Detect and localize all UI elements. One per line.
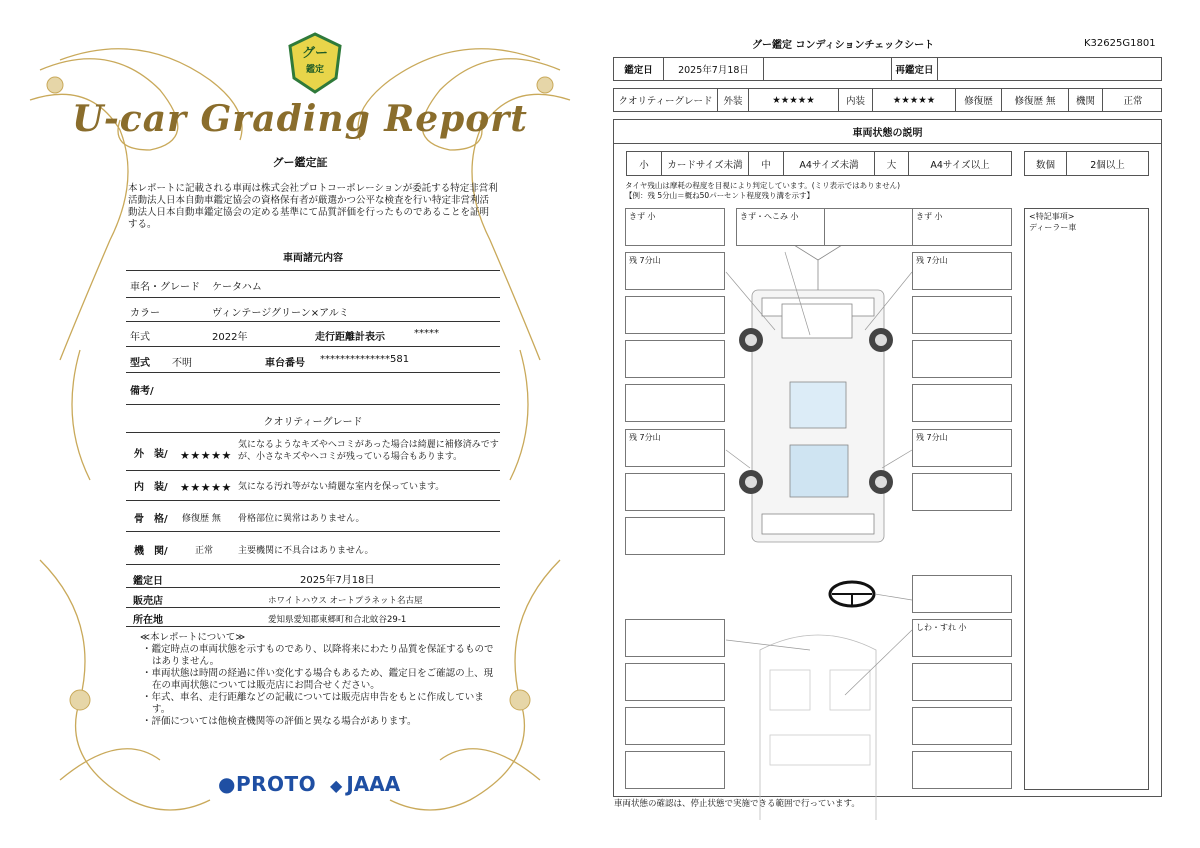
jaaa-logo-icon: ◆ xyxy=(330,776,343,795)
divider xyxy=(126,470,500,471)
redate-label: 再鑑定日 xyxy=(892,58,938,80)
int-label: 内装 xyxy=(839,89,873,111)
size-small-label: 小 xyxy=(627,152,662,175)
mileage-value: ***** xyxy=(414,328,439,339)
report-notes xyxy=(140,632,500,728)
model-value: 不明 xyxy=(172,358,192,369)
shop-value: ホワイトハウス オートプラネット名古屋 xyxy=(268,596,423,606)
note-item: ・鑑定時点の車両状態を示すものであり、以降将来にわたり品質を保証するものではありません。 xyxy=(142,644,494,667)
note-item: ・評価については他検査機関等の評価と異なる場合があります。 xyxy=(142,716,417,727)
badge-sub: 鑑定 xyxy=(305,65,324,75)
damage-box xyxy=(912,340,1012,378)
damage-box: きず・へこみ 小 xyxy=(736,208,836,246)
tire-note-example: 【例：残 5分山＝概ね50パーセント程度残り溝を示す】 xyxy=(625,191,815,200)
interior-comment: 気になる汚れ等がない綺麗な室内を保っています。 xyxy=(238,482,445,492)
special-notes-value: ディーラー車 xyxy=(1029,223,1077,232)
count-value: 2個以上 xyxy=(1090,159,1125,171)
color-label: カラー xyxy=(130,308,160,319)
jaaa-logo: ◆ JAAA xyxy=(330,772,401,796)
date-value: 2025年7月18日 xyxy=(300,575,375,586)
size-medium-value: A4サイズ未満 xyxy=(784,152,875,175)
divider xyxy=(126,432,500,433)
damage-box xyxy=(625,663,725,701)
damage-box xyxy=(625,707,725,745)
frame-comment: 骨格部位に異常はありません。 xyxy=(238,514,365,524)
badge-text: グー xyxy=(301,46,328,61)
damage-box xyxy=(625,473,725,511)
interior-stars: ★★★★★ xyxy=(180,481,232,494)
divider xyxy=(126,607,500,608)
size-large-value: A4サイズ以上 xyxy=(930,159,990,171)
note-item: ・年式、車名、走行距離などの記載については販売店申告をもとに作成しています。 xyxy=(142,692,484,715)
engine-label: 機 関/ xyxy=(134,546,168,557)
divider xyxy=(126,531,500,532)
size-large-label: 大 xyxy=(875,152,909,175)
grade-label: クオリティーグレード xyxy=(614,89,718,111)
name-value: ケータハム xyxy=(212,282,262,293)
certificate-body: 本レポートに記載される車両は株式会社プロトコーポレーションが委託する特定非営利活動法人日本自動車鑑定協会の資格保有者が厳選かつ公平な検査を行い特定非営利活動法人日本自動車鑑定協会の定める基準にて品質評価を行ったものであることを証明する。 xyxy=(128,183,498,230)
chassis-value: **************581 xyxy=(320,354,410,365)
interior-box: しわ・すれ 小 xyxy=(912,619,1012,657)
mileage-label: 走行距離計表示 xyxy=(315,332,385,343)
engine-value: 正常 xyxy=(1123,96,1143,107)
damage-box xyxy=(625,340,725,378)
exterior-stars: ★★★★★ xyxy=(180,449,232,462)
damage-box: きず 小 xyxy=(625,208,725,246)
note-item: ・車両状態は時間の経過に伴い変化する場合もあるため、鑑定日をご確認の上、現在の車両状態については販売店にお問合せください。 xyxy=(142,668,494,691)
ext-stars: ★★★★★ xyxy=(749,89,839,111)
condition-check-sheet xyxy=(600,0,1200,848)
damage-box xyxy=(625,384,725,422)
tire-note: タイヤ残山は摩耗の程度を目視により判定しています。(ミリ表示ではありません) xyxy=(625,181,901,190)
special-notes-title: <特記事項> xyxy=(1029,212,1075,221)
damage-box xyxy=(625,619,725,657)
interior-label: 内 装/ xyxy=(134,482,168,493)
damage-box xyxy=(625,517,725,555)
damage-box xyxy=(625,296,725,334)
damage-box xyxy=(912,473,1012,511)
name-label: 車名・グレード xyxy=(130,282,200,293)
divider xyxy=(126,500,500,501)
damage-box xyxy=(912,751,1012,789)
frame-label: 骨 格/ xyxy=(134,514,168,525)
proto-logo: ●PROTO xyxy=(218,772,317,796)
damage-box xyxy=(912,707,1012,745)
quality-heading: クオリティーグレード xyxy=(263,417,363,428)
model-label: 型式 xyxy=(130,358,150,369)
date-label: 鑑定日 xyxy=(133,576,163,587)
frame-value: 修復歴 無 xyxy=(182,514,221,524)
exterior-comment: 気になるようなキズやヘコミがあった場合は綺麗に補修済みですが、小さなキズやヘコミが残っている場合もあります。 xyxy=(238,440,499,462)
damage-box xyxy=(912,296,1012,334)
sheet-footer: 車両状態の確認は、停止状態で実施できる範囲で行っています。 xyxy=(614,799,860,809)
size-medium-label: 中 xyxy=(749,152,784,175)
damage-box: きず 小 xyxy=(912,208,1012,246)
damage-box xyxy=(625,751,725,789)
proto-logo-icon: ● xyxy=(218,772,236,796)
count-label: 数個 xyxy=(1025,152,1067,175)
engine-value: 正常 xyxy=(195,546,214,556)
damage-box xyxy=(912,663,1012,701)
sheet-id: K32625G1801 xyxy=(1084,38,1156,49)
divider xyxy=(126,372,500,373)
repair-value: 修復歴 無 xyxy=(1002,89,1069,111)
size-small-value: カードサイズ未満 xyxy=(662,152,749,175)
damage-box xyxy=(912,384,1012,422)
certificate-title: グー鑑定証 xyxy=(272,156,328,169)
exterior-label: 外 装/ xyxy=(134,449,168,460)
report-title: U-car Grading Report xyxy=(72,98,528,140)
remarks-label: 備考/ xyxy=(130,386,154,397)
date-label: 鑑定日 xyxy=(614,58,664,80)
goo-badge xyxy=(286,32,344,94)
color-value: ヴィンテージグリーン×アルミ xyxy=(212,308,349,319)
sheet-title: グー鑑定 コンディションチェックシート xyxy=(752,40,935,51)
tire-box: 残 7分山 xyxy=(625,252,725,290)
tire-box: 残 7分山 xyxy=(625,429,725,467)
repair-label: 修復歴 xyxy=(956,89,1002,111)
tire-box: 残 7分山 xyxy=(912,252,1012,290)
tire-box: 残 7分山 xyxy=(912,429,1012,467)
divider xyxy=(126,626,500,627)
notes-title: ≪本レポートについて≫ xyxy=(140,632,246,643)
special-notes xyxy=(1024,208,1149,790)
engine-label: 機関 xyxy=(1069,89,1103,111)
divider xyxy=(126,564,500,565)
address-value: 愛知県愛知郡東郷町和合北蚊谷29-1 xyxy=(268,615,407,625)
spec-heading: 車両諸元内容 xyxy=(283,253,343,264)
damage-box xyxy=(824,208,924,246)
chassis-label: 車台番号 xyxy=(265,358,305,369)
divider xyxy=(126,346,500,347)
divider xyxy=(126,270,500,271)
ext-label: 外装 xyxy=(718,89,749,111)
shop-label: 販売店 xyxy=(133,596,163,607)
divider xyxy=(126,297,500,298)
divider xyxy=(126,587,500,588)
damage-box xyxy=(912,575,1012,613)
int-stars: ★★★★★ xyxy=(873,89,956,111)
address-label: 所在地 xyxy=(133,615,163,626)
year-label: 年式 xyxy=(130,332,150,343)
divider xyxy=(126,321,500,322)
engine-comment: 主要機関に不具合はありません。 xyxy=(238,546,374,556)
date-value: 2025年7月18日 xyxy=(664,58,764,80)
divider xyxy=(126,404,500,405)
state-title: 車両状態の説明 xyxy=(614,120,1161,144)
year-value: 2022年 xyxy=(212,332,248,343)
